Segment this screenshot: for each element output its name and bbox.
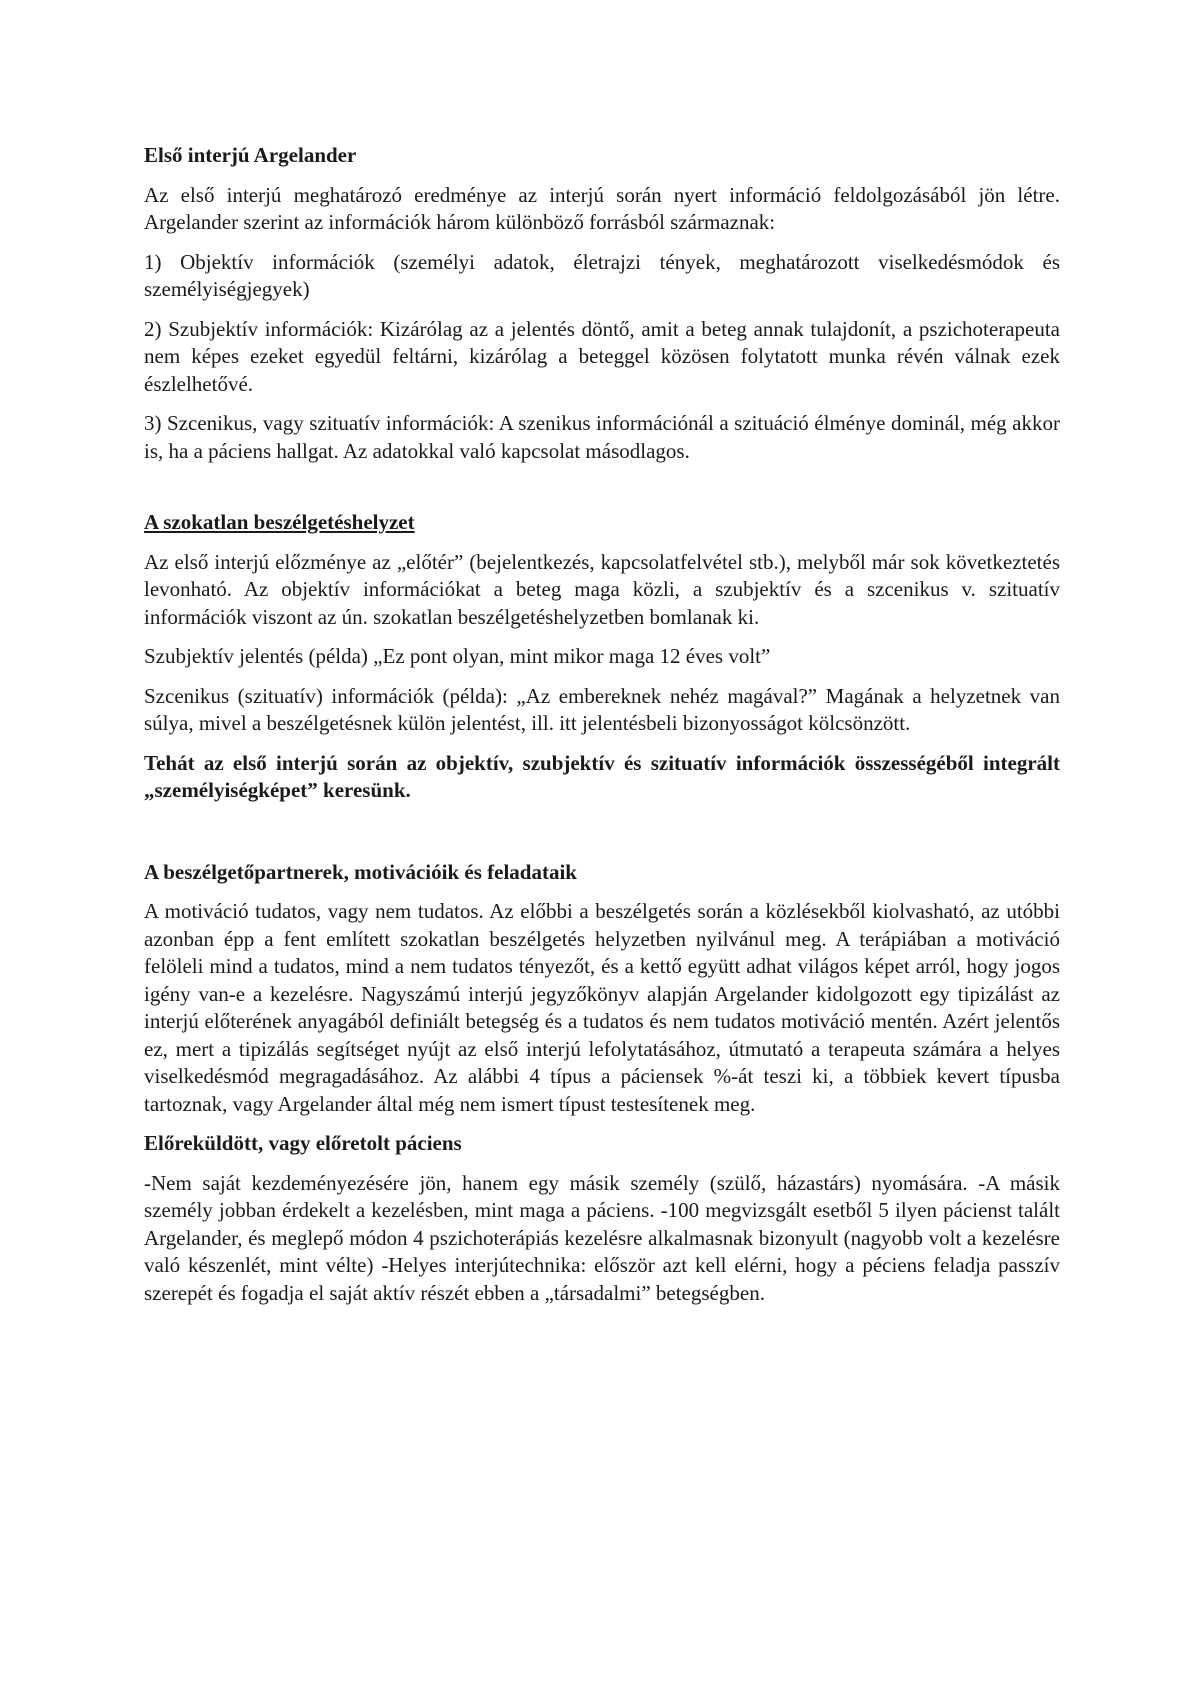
section2-paragraph-3: Szcenikus (szituatív) információk (példa): „Az embereknek nehéz magával?” Magának a helyzetnek van súlya, mivel a beszélgetésnek külön jelentést, ill. itt jelentésbeli bizonyosságot kölcsönzött. (144, 683, 1060, 735)
section2-summary: Tehát az első interjú során az objektív, szubjektív és szituatív információk összességéből integrált „személyiségképet” keresünk. (144, 750, 1060, 802)
document-page (144, 142, 1060, 1319)
section-heading-unusual-conversation: A szokatlan beszélgetéshelyzet (144, 510, 415, 534)
section2-paragraph-2: Szubjektív jelentés (példa) „Ez pont olyan, mint mikor maga 12 éves volt” (144, 644, 771, 668)
list-item-scenic: 3) Szcenikus, vagy szituatív információk: A szenikus információnál a szituáció élménye dominál, még akkor is, ha a páciens hallgat. Az adatokkal való kapcsolat másodlagos. (144, 411, 1060, 463)
section-heading-sent-patient: Előreküldött, vagy előretolt páciens (144, 1131, 462, 1155)
list-item-subjective: 2) Szubjektív információk: Kizárólag az a jelentés döntő, amit a beteg annak tulajdonít, a pszichoterapeuta nem képes ezeket egyedül feltárni, kizárólag a beteggel közösen folytatott munka révén válnak ezek észlelhetővé. (144, 316, 1060, 396)
intro-paragraph: Az első interjú meghatározó eredménye az interjú során nyert információ feldolgozásából jön létre. Argelander szerint az információk három különböző forrásból származnak: (144, 182, 1060, 234)
list-item-objective: 1) Objektív információk (személyi adatok, életrajzi tények, meghatározott viselkedésmódok és személyiségjegyek) (144, 249, 1060, 301)
section2-paragraph-1: Az első interjú előzménye az „előtér” (bejelentkezés, kapcsolatfelvétel stb.), melyből már sok következtetés levonható. Az objektív információkat a beteg maga közli, a szubjektív és a szcenikus v. szituatív információk viszont az ún. szokatlan beszélgetéshelyzetben bomlanak ki. (144, 549, 1060, 629)
section-heading-conversation-partners: A beszélgetőpartnerek, motivációik és feladataik (144, 859, 577, 884)
document-title: Első interjú Argelander (144, 143, 357, 167)
section4-paragraph-1: -Nem saját kezdeményezésére jön, hanem egy másik személy (szülő, házastárs) nyomására. -A másik személy jobban érdekelt a kezelésben, mint maga a páciens. -100 megvizsgált esetből 5 ilyen pácienst talált Argelander, és meglepő módon 4 pszichoterápiás kezelésre alkalmasnak bizonyult (nagyobb volt a kezelésre való készenlét, mint vélte) -Helyes interjútechnika: először azt kell elérni, hogy a péciens feladja passzív szerepét és fogadja el saját aktív részét ebben a „társadalmi” betegségben. (144, 1170, 1060, 1305)
section3-paragraph-1: A motiváció tudatos, vagy nem tudatos. Az előbbi a beszélgetés során a közlésekből kiolvasható, az utóbbi azonban épp a fent említett szokatlan beszélgetés helyzetben nyilvánul meg. A terápiában a motiváció felöleli mind a tudatos, mind a nem tudatos tényezőt, és a kettő együtt adhat világos képet arról, hogy jogos igény van-e a kezelésre. Nagyszámú interjú jegyzőkönyv alapján Argelander kidolgozott egy tipizálást az interjú előterének anyagából definiált betegség és a tudatos és nem tudatos motiváció mentén. Azért jelentős ez, mert a tipizálás segítséget nyújt az első interjú lefolytatásához, útmutató a terapeuta számára a helyes viselkedésmód megragadásához. Az alábbi 4 típus a páciensek %-át teszi ki, a többiek kevert típusba tartoznak, vagy Argelander által még nem ismert típust testesítenek meg. (144, 899, 1060, 1116)
